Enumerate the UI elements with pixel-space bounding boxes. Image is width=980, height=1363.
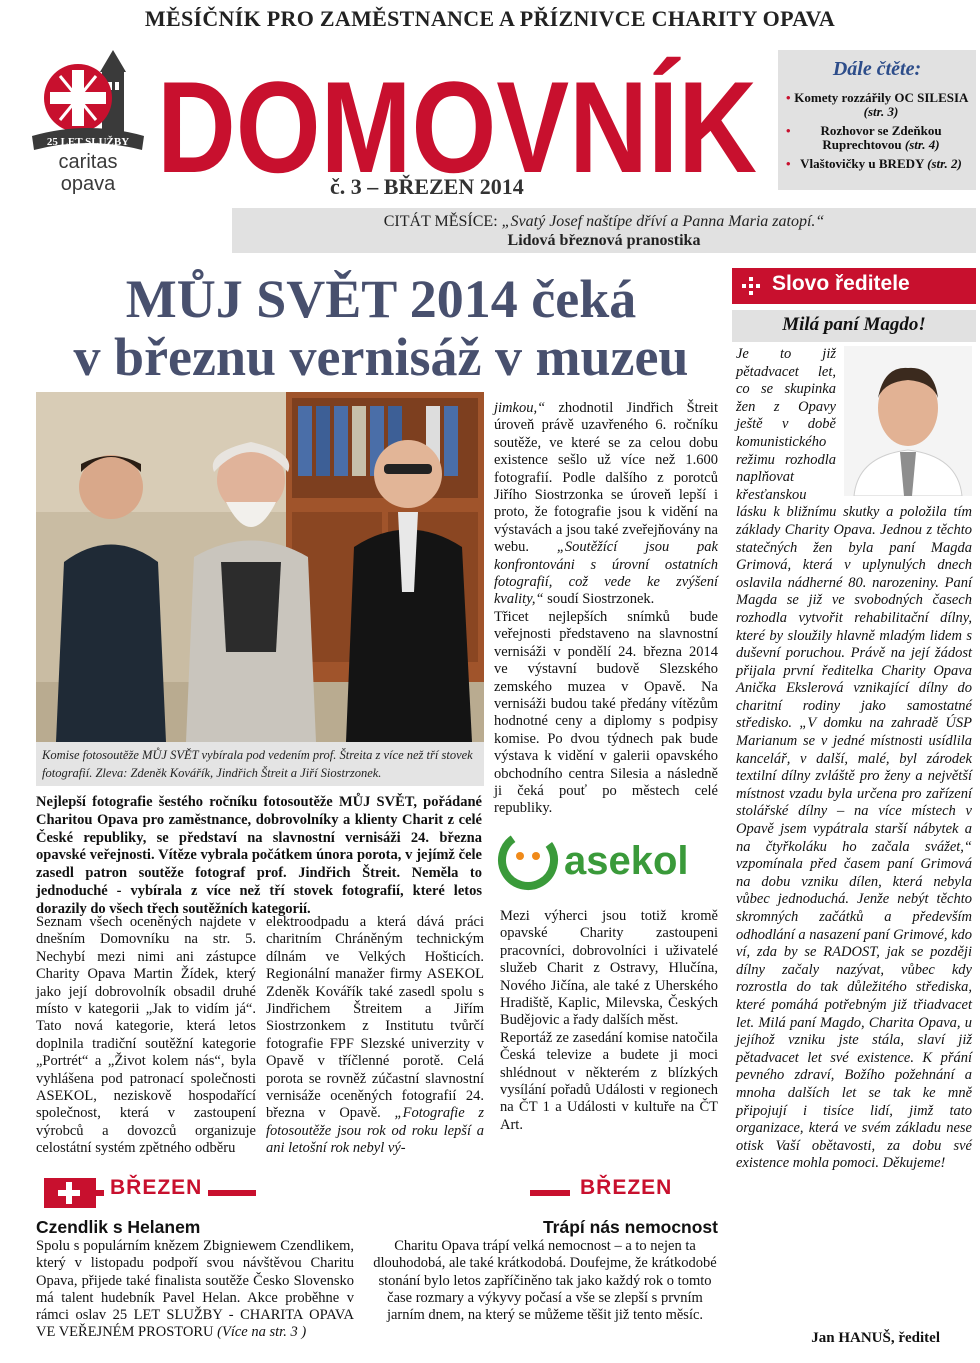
masthead-tagline: MĚSÍČNÍK PRO ZAMĚSTNANCE A PŘÍZNIVCE CHARITY OPAVA — [144, 6, 836, 31]
asekol-logo-text: asekol — [564, 839, 689, 883]
article-lead: Nejlepší fotografie šestého ročníku fotosoutěže MŮJ SVĚT, pořádané Charitou Opava pro zaměstnance, dobrovolníky a klienty Charit z celé České republiky, se představí na slavnostní vernisáži 24. března opavské veřejnosti. Vítěze vybrala počátkem února porota, v jejímž čele zasedl patron soutěže fotograf prof. Jindřich Štreit. Neměla to jednoduché - vybírala z více než tří stovek fotografií, které letos dorazily do všech třech soutěžních kategorií. — [36, 794, 482, 917]
inside-item[interactable]: • Komety rozzářily OC SILESIA (str. 3) — [778, 91, 976, 119]
logo-word-opava: opava — [60, 173, 116, 195]
news-left-title: Czendlik s Helanem — [36, 1217, 201, 1237]
logo-badge: 25 LET SLUŽBY — [46, 136, 130, 148]
article-headline: MŮJ SVĚT 2014 čeká v březnu vernisáž v muzeu — [73, 269, 689, 387]
inside-box — [778, 50, 976, 190]
news-right-text: Charitu Opava trápí velká nemocnost – a to nejen ta dlouhodobá, ale také krátkodobá. Doufejme, že krátkodobé stonání bylo letos zapříčiněno tak jako každý rok o tomto čase rozmary a výkyvy počasí a vše se zlepší s prvním jarním dnem, na který se můžeme těšit již tento měsíc. — [373, 1238, 717, 1324]
logo-word-caritas: caritas — [58, 151, 118, 173]
inside-item[interactable]: • Vlaštovičky u BREDY (str. 2) — [778, 157, 976, 171]
caritas-logo — [30, 50, 150, 200]
article-column-4: Mezi výherci jsou totiž kromě opavské Charity zastoupeni pracovníci, dobrovolníci i uživatelé služeb Charit z Ostravy, Hlučína, Nového Jičína, ale také z Uherského Hradiště, Kaplic, Milevska, Českých Budějovic a řady dalších měst. Reportáž ze zasedání komise natočila Česká televize a budete ji moci shlédnout v některém z blízkých vysílání pořadů Události v regionech na ČT 1 a Události v kultuře na ČT Art. — [500, 908, 718, 1133]
jury-photo — [36, 392, 484, 742]
masthead-title — [150, 44, 765, 194]
month-label-right: BŘEZEN — [580, 1176, 673, 1199]
issue-number: č. 3 – BŘEZEN 2014 — [330, 174, 524, 199]
director-signature: Jan HANUŠ, ředitel — [811, 1330, 940, 1346]
quote-text: „Svatý Josef naštípe dříví a Panna Maria zatopí.“ — [501, 213, 825, 230]
photo-caption: Komise fotosoutěže MŮJ SVĚT vybírala pod vedením prof. Štreita z více než tří stovek fotografií. Zleva: Zdeněk Kovářík, Jindřich Štreit a Jiří Siostrzonek. — [36, 742, 484, 786]
month-label-left: BŘEZEN — [104, 1176, 208, 1200]
director-section-title: Slovo ředitele — [772, 272, 910, 295]
news-right-title: Trápí nás nemocnost — [542, 1217, 718, 1237]
quote-label: CITÁT MĚSÍCE: — [383, 213, 498, 230]
quote-of-month — [232, 208, 976, 253]
article-column-1: Seznam všech oceněných najdete v dnešním Domovníku na str. 5. Nechybí mezi nimi ani zástupce Charity Opava Martin Žídek, který jako její dobrovolník obsadil druhé místo v kategorii „Jak to vidím já“. Tato nová kategorie, která letos doplnila tradiční soutěžní kategorie „Portrét“ a „Život kolem nás“, byla vyhlášena pod patronací společnosti ASEKOL, neziskově hospodařící společnost, která v zastoupení výrobců a dovozců organizuje celostátní systém zpětného odběru — [36, 914, 256, 1157]
director-salutation: Milá paní Magdo! — [732, 310, 976, 342]
news-left-text: Spolu s populárním knězem Zbigniewem Czendlikem, který v listopadu podpoří svou návštěvou Charitu Opava, přijede také finalista soutěže Česko Slovensko má talent hudebník Pavel Helan. Akce proběhne v rámci oslav 25 LET SLUŽBY - CHARITA OPAVA VE VEŘEJNÉM PROSTORU (Více na str. 3 ) — [36, 1238, 354, 1341]
inside-item[interactable]: • Rozhovor se Zdeňkou Ruprechtovou (str. 4) — [778, 124, 976, 152]
article-column-3: jimkou,“ zhodnotil Jindřich Štreit úroveň právě uzavřeného 6. ročníku soutěže, ve které se za celou dobu existence sešlo už více než 1.600 fotografií. Podle dalšího z porotců Jiřího Siostrzonka se úroveň lepší i proto, že fotografie jsou k vidění na výstavách a jsou také zveřejňovány na webu. „Soutěžící jsou pak konfrontováni s úrovní ostatních fotografií, což vede ke zvýšení kvality,“ soudí Siostrzonek. Třicet nejlepších snímků bude veřejnosti představeno na slavnostní vernisáži v pondělí 24. března 2014 ve výstavní budově Slezského zemského muzea v Opavě. Na vernisáži budou také předány vítězům hodnotné ceny a diplomy s podpisy komise. Po dvou týdnech pak bude výstava k vidění v galerii opavského obchodního centra Silesia a následně ji čeká pouť po městech celé republiky. — [494, 400, 718, 817]
director-text: Je to již pětadvacet let, co se skupinka žen z Opavy ještě v době komunistického režimu rozhodla naplňovat křesťanskou lásku k bližnímu skutky a položila tím základy Charity Opava. Jednou z těchto statečných žen byla paní Magda Grimová, která v uplynulých dnech oslavila nádherné 80. narozeniny. Paní Magda se již ve svobodných časech rozhodla vytvořit rehabilitační dílny, které by sloužily hlavně mladým lidem s duševní poruchou. Právě na její žádost přijala první ředitelka Charity Opava Anička Ekslerová vznikající dílny do charitní rodiny jako samostatné středisko. „V domku na zahradě ÚSP Marianum se v jedné místnosti usídlila kancelář, v další, malé, byl zárodek textilní dílny zvláště pro ženy a největší místnost vzadu byla určena pro zařízení stolářské dílny – na více místech v Opavě jsem vypátrala starší nábytek a na čtyřkoláku ho začala svážet,“ vzpomínala před časem paní Grimová na dobu vzniku dílen, která nebyla vůbec jednoduchá. Jenže nebýt těchto skromných začátků a především odhodlání a nasazení paní Grimové, kdo ví, zda by se RADOST, jak se později dílny začaly nazývat, vůbec kdy rozrostla do tak důležitého střediska, které pomáhá potřebným již třiadvacet let. Milá paní Magdo, Charita Opava, u jejíhož vzniku jste stála, slaví již pětadvacet let své existence. K přání pevného zdraví, Božího požehnání a mnoha dalších let se tak ke mně připojují i tisíce lidí, jimž tato organizace, která ve svém základu nese otisk Vaší obětavosti, za dobu své existence mohla pomoci. Děkujeme! — [736, 346, 973, 1172]
quote-source: Lidová březnová pranostika — [507, 232, 701, 249]
article-column-2: elektroodpadu a která dává práci charitním Chráněným technickým dílnám ve Velkých Hošticích. Regionální manažer firmy ASEKOL Zdeněk Kovářík také zasedl spolu s Jindřichem Štreitem a Jiřím Siostrzonkem z Institutu tvůrčí fotografie FPF Slezské univerzity v Opavě v tříčlenné porotě. Celá porota se rovněž zúčastní slavnostní vernisáže oceněných fotografií 24. března v Opavě. „Fotografie z fotosoutěže jsou rok od roku lepší a ani letošní rok nebyl vý- — [266, 914, 485, 1157]
asekol-logo — [494, 822, 718, 892]
inside-heading: Dále čtěte: — [832, 58, 922, 80]
cross-dots-icon — [732, 268, 772, 304]
masthead-title-text: DOMOVNÍK — [157, 54, 757, 194]
director-portrait — [844, 346, 972, 496]
